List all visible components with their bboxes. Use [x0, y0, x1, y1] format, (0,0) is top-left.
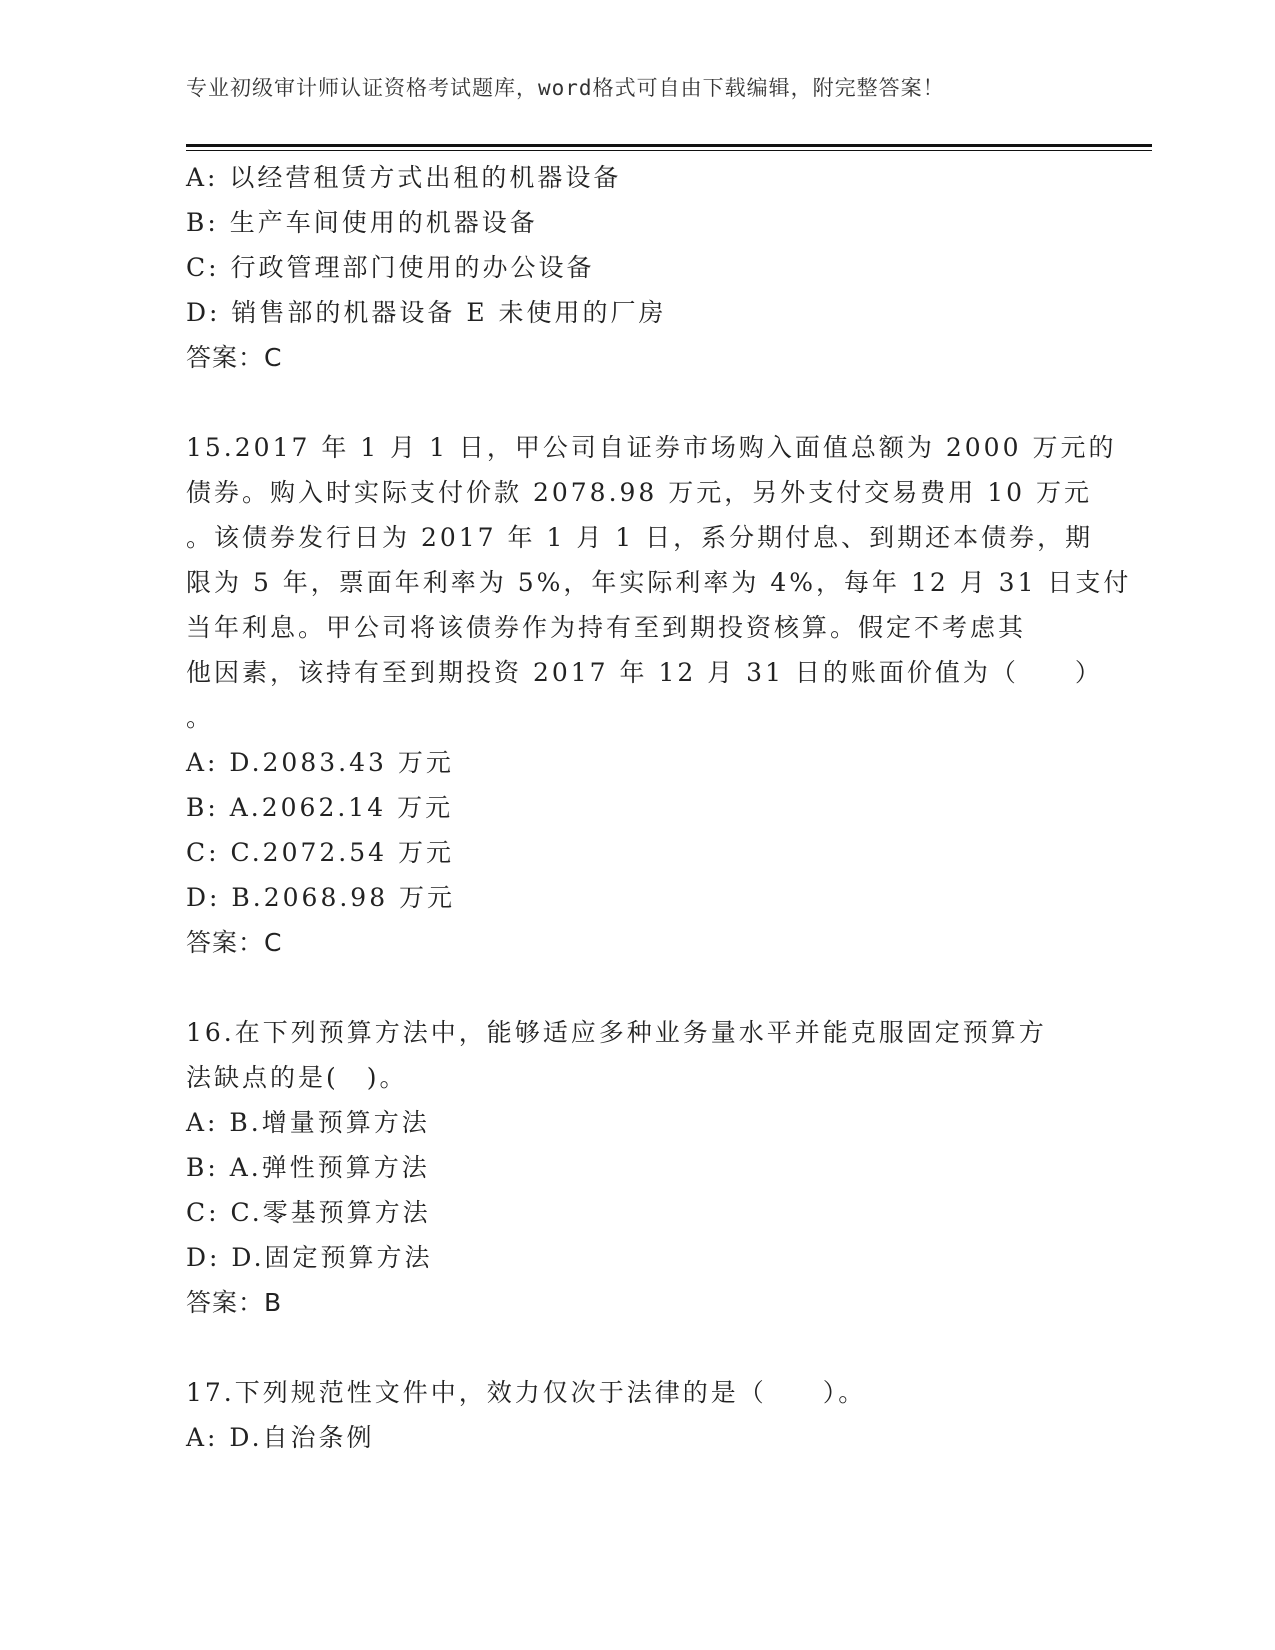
option-item: A: D.2083.43 万元: [186, 748, 454, 777]
option-item: A: 以经营租赁方式出租的机器设备: [186, 163, 622, 192]
option-item: D: B.2068.98 万元: [186, 883, 456, 912]
option-item: D: D.固定预算方法: [186, 1243, 433, 1272]
option-item: B: A.弹性预算方法: [186, 1153, 430, 1182]
question-text-line: 17.下列规范性文件中，效力仅次于法律的是（ ）。: [186, 1378, 867, 1407]
option-item: C: C.2072.54 万元: [186, 838, 455, 867]
option-item: A: B.增量预算方法: [186, 1108, 430, 1137]
answer-line: 答案：C: [186, 928, 283, 957]
block-spacer: [186, 1325, 1086, 1370]
option-item: D: 销售部的机器设备 E 未使用的厂房: [186, 298, 667, 327]
block-spacer: [186, 380, 1086, 425]
question-text-line: 债券。购入时实际支付价款 2078.98 万元，另外支付交易费用 10 万元: [186, 478, 1092, 507]
question-block-q15: [186, 425, 1132, 1010]
question-text-line: 他因素，该持有至到期投资 2017 年 12 月 31 日的账面价值为（ ）: [186, 658, 1103, 687]
header-rule-thick: [186, 144, 1152, 147]
block-spacer: [186, 965, 1086, 1010]
question-content: [186, 155, 1132, 1460]
question-block-q17: [186, 1370, 1086, 1460]
question-text-line: 16.在下列预算方法中，能够适应多种业务量水平并能克服固定预算方: [186, 1018, 1047, 1047]
question-text-line: 15.2017 年 1 月 1 日，甲公司自证券市场购入面值总额为 2000 万元的: [186, 433, 1117, 462]
header-rule-thin: [186, 150, 1152, 151]
option-item: C: C.零基预算方法: [186, 1198, 431, 1227]
answer-line: 答案：B: [186, 1288, 283, 1317]
question-text-line: 当年利息。甲公司将该债券作为持有至到期投资核算。假定不考虑其: [186, 613, 1027, 642]
page-header: 专业初级审计师认证资格考试题库，word格式可自由下载编辑，附完整答案！: [186, 76, 945, 100]
answer-line: 答案：C: [186, 343, 283, 372]
option-item: A: D.自治条例: [186, 1423, 375, 1452]
option-item: C: 行政管理部门使用的办公设备: [186, 253, 595, 282]
question-text-line: 限为 5 年，票面年利率为 5%，年实际利率为 4%，每年 12 月 31 日支付: [186, 568, 1132, 597]
option-item: B: A.2062.14 万元: [186, 793, 454, 822]
question-text-line: 法缺点的是( )。: [186, 1063, 408, 1092]
question-text-line: 。该债券发行日为 2017 年 1 月 1 日，系分期付息、到期还本债券，期: [186, 523, 1094, 552]
question-block-q14: [186, 155, 1086, 425]
option-item: B: 生产车间使用的机器设备: [186, 208, 538, 237]
question-block-q16: [186, 1010, 1086, 1370]
question-text-line: 。: [186, 703, 215, 732]
